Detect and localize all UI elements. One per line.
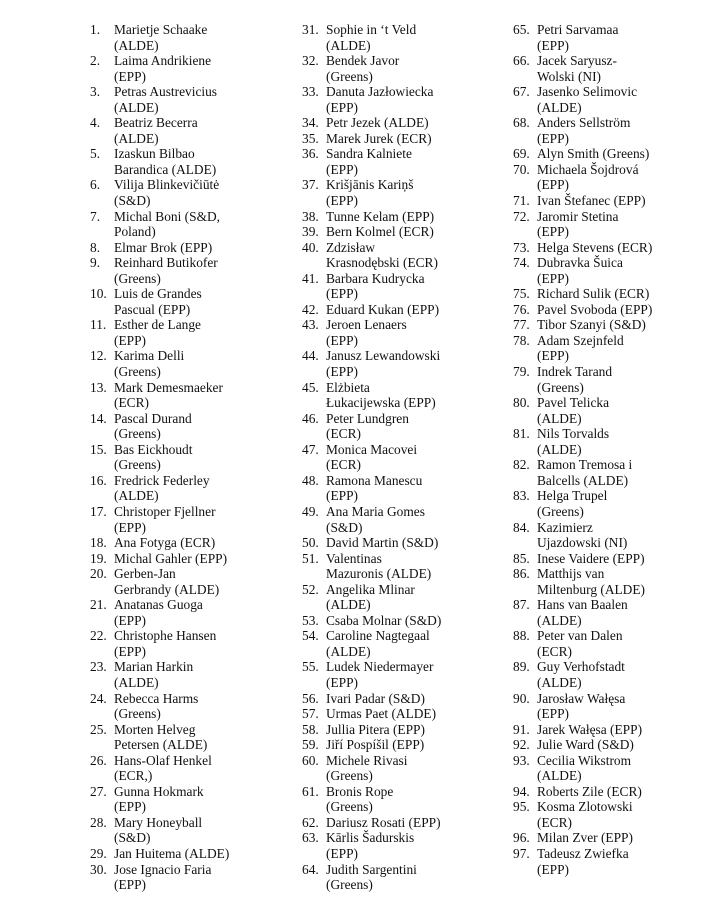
list-item	[90, 380, 290, 411]
list-item	[513, 286, 718, 302]
list-item	[513, 302, 718, 318]
item-number: 4.	[90, 115, 101, 131]
list-item	[302, 131, 507, 147]
item-number: 56.	[302, 690, 319, 706]
member-name: Fredrick Federley (ALDE)	[114, 472, 210, 504]
member-name: Mark Demesmaeker (ECR)	[114, 379, 223, 411]
member-name: Petri Sarvamaa (EPP)	[537, 22, 619, 53]
list-item	[513, 520, 718, 551]
member-name: Tunne Kelam (EPP)	[326, 208, 435, 224]
member-name: Mary Honeyball (S&D)	[114, 814, 203, 846]
list-item	[302, 551, 507, 582]
item-number: 66.	[513, 53, 530, 69]
list-column-2	[302, 22, 507, 893]
list-item	[302, 302, 507, 318]
list-item	[302, 535, 507, 551]
list-item	[302, 146, 507, 177]
member-name: Jullia Pitera (EPP)	[326, 721, 425, 737]
list-item	[90, 442, 290, 473]
list-item	[513, 22, 718, 53]
member-name: Helga Trupel (Greens)	[537, 488, 608, 519]
list-item	[90, 240, 290, 256]
list-item	[513, 146, 718, 162]
member-name: Luis de Grandes Pascual (EPP)	[114, 286, 202, 317]
list-item	[513, 488, 718, 519]
list-item	[302, 177, 507, 208]
member-name: Hans van Baalen (ALDE)	[537, 597, 628, 628]
item-number: 6.	[90, 177, 101, 193]
list-item	[90, 846, 290, 862]
member-name: Michal Boni (S&D, Poland)	[114, 208, 221, 240]
list-item	[302, 115, 507, 131]
member-name: Marian Harkin (ALDE)	[114, 659, 194, 690]
item-number: 51.	[302, 550, 319, 566]
member-name: Roberts Zile (ECR)	[537, 783, 642, 799]
member-name: Gunna Hokmark (EPP)	[114, 783, 204, 815]
member-name: Jarek Wałęsa (EPP)	[537, 721, 643, 737]
item-number: 87.	[513, 597, 530, 613]
member-name: Richard Sulik (ECR)	[537, 286, 650, 302]
list-item	[513, 255, 718, 286]
list-item	[513, 209, 718, 240]
member-name: David Martin (S&D)	[326, 535, 439, 551]
item-number: 86.	[513, 566, 530, 582]
member-name: Caroline Nagtegaal (ALDE)	[326, 628, 430, 659]
item-number: 52.	[302, 581, 319, 597]
list-item	[90, 815, 290, 846]
list-item	[302, 380, 507, 411]
list-item	[302, 84, 507, 115]
member-name: Adam Szejnfeld (EPP)	[537, 332, 624, 364]
member-name: Marek Jurek (ECR)	[326, 130, 432, 146]
item-number: 35.	[302, 130, 319, 146]
member-name: Urmas Paet (ALDE)	[326, 706, 437, 722]
list-item	[513, 240, 718, 256]
member-name: Ludek Niedermayer (EPP)	[326, 659, 434, 690]
member-name: Ana Fotyga (ECR)	[114, 535, 216, 551]
member-name: Inese Vaidere (EPP)	[537, 550, 645, 566]
item-number: 83.	[513, 488, 530, 504]
list-item	[90, 286, 290, 317]
item-number: 27.	[90, 783, 107, 799]
list-item	[90, 535, 290, 551]
member-name: Jasenko Selimovic (ALDE)	[537, 84, 638, 115]
list-item	[513, 395, 718, 426]
list-item	[90, 53, 290, 84]
item-number: 95.	[513, 799, 530, 815]
list-item	[302, 613, 507, 629]
member-name: Kazimierz Ujazdowski (NI)	[537, 519, 628, 551]
item-number: 57.	[302, 706, 319, 722]
list-item	[302, 706, 507, 722]
list-item	[90, 504, 290, 535]
list-item	[302, 659, 507, 690]
list-item	[513, 426, 718, 457]
item-number: 40.	[302, 239, 319, 255]
member-name: Danuta Jazłowiecka (EPP)	[326, 84, 434, 115]
list-item	[302, 224, 507, 240]
list-item	[302, 737, 507, 753]
member-name: Karima Delli (Greens)	[114, 348, 185, 380]
list-item	[513, 53, 718, 84]
item-number: 1.	[90, 22, 101, 37]
member-name: Bern Kolmel (ECR)	[326, 224, 434, 240]
member-name: Jarosław Wałęsa (EPP)	[537, 690, 626, 722]
member-name: Tadeusz Zwiefka (EPP)	[537, 845, 629, 877]
member-name: Pascal Durand (Greens)	[114, 410, 192, 442]
list-item	[90, 659, 290, 690]
item-number: 88.	[513, 628, 530, 644]
member-name: Pavel Svoboda (EPP)	[537, 301, 653, 317]
item-number: 25.	[90, 721, 107, 737]
list-item	[90, 753, 290, 784]
list-item	[90, 177, 290, 208]
member-name: Hans-Olaf Henkel (ECR,)	[114, 752, 212, 784]
item-number: 53.	[302, 612, 319, 628]
item-number: 82.	[513, 457, 530, 473]
member-name: Angelika Mlinar (ALDE)	[326, 581, 415, 613]
member-name: Peter Lundgren (ECR)	[326, 410, 409, 442]
member-name: Petras Austrevicius (ALDE)	[114, 84, 218, 115]
item-number: 96.	[513, 830, 530, 846]
item-number: 60.	[302, 752, 319, 768]
member-name: Anders Sellström (EPP)	[537, 115, 631, 146]
member-name: Ivari Padar (S&D)	[326, 690, 425, 706]
item-number: 7.	[90, 208, 101, 224]
item-number: 80.	[513, 395, 530, 411]
item-number: 73.	[513, 239, 530, 255]
item-number: 63.	[302, 830, 319, 846]
item-number: 58.	[302, 721, 319, 737]
member-name: Krišjānis Kariņš (EPP)	[326, 177, 414, 209]
item-number: 11.	[90, 317, 107, 333]
member-name: Janusz Lewandowski (EPP)	[326, 348, 441, 380]
list-item	[90, 862, 290, 893]
item-number: 20.	[90, 566, 107, 582]
member-name: Cecilia Wikstrom (ALDE)	[537, 752, 632, 784]
member-name: Reinhard Butikofer (Greens)	[114, 255, 218, 286]
member-name: Dubravka Šuica (EPP)	[537, 255, 623, 286]
member-name: Esther de Lange (EPP)	[114, 317, 201, 348]
item-number: 24.	[90, 690, 107, 706]
list-item	[90, 209, 290, 240]
item-number: 62.	[302, 814, 319, 830]
member-name: Sophie in ‘t Veld (ALDE)	[326, 22, 417, 53]
item-number: 50.	[302, 535, 319, 551]
item-number: 29.	[90, 845, 107, 861]
item-number: 45.	[302, 379, 319, 395]
item-number: 12.	[90, 348, 107, 364]
list-item	[90, 22, 290, 53]
member-name: Anatanas Guoga (EPP)	[114, 597, 203, 628]
list-item	[90, 551, 290, 567]
item-number: 22.	[90, 628, 107, 644]
member-name: Tibor Szanyi (S&D)	[537, 317, 646, 333]
list-item	[90, 628, 290, 659]
member-name: Christophe Hansen (EPP)	[114, 628, 217, 659]
item-number: 81.	[513, 426, 530, 442]
list-item	[513, 737, 718, 753]
item-number: 93.	[513, 752, 530, 768]
list-item	[302, 830, 507, 861]
list-item	[90, 597, 290, 628]
item-number: 19.	[90, 550, 107, 566]
list-item	[513, 691, 718, 722]
item-number: 64.	[302, 861, 319, 877]
item-number: 21.	[90, 597, 107, 613]
member-name: Elmar Brok (EPP)	[114, 239, 213, 255]
member-name: Jeroen Lenaers (EPP)	[326, 317, 407, 348]
member-name: Christoper Fjellner (EPP)	[114, 503, 216, 535]
member-name: Barbara Kudrycka (EPP)	[326, 270, 425, 302]
list-item	[513, 597, 718, 628]
member-name: Elżbieta Łukacijewska (EPP)	[326, 379, 436, 411]
item-number: 65.	[513, 22, 530, 37]
member-name: Morten Helveg Petersen (ALDE)	[114, 721, 208, 753]
list-item	[302, 442, 507, 473]
item-number: 47.	[302, 441, 319, 457]
list-item	[90, 473, 290, 504]
member-name: Laima Andrikiene (EPP)	[114, 53, 212, 84]
member-name: Monica Macovei (ECR)	[326, 441, 418, 473]
item-number: 59.	[302, 737, 319, 753]
list-item	[90, 784, 290, 815]
item-number: 32.	[302, 53, 319, 69]
member-name: Bas Eickhoudt (Greens)	[114, 441, 193, 473]
item-number: 54.	[302, 628, 319, 644]
item-number: 15.	[90, 441, 107, 457]
list-item	[90, 317, 290, 348]
item-number: 77.	[513, 317, 530, 333]
member-name: Kārlis Šadurskis (EPP)	[326, 830, 415, 861]
list-item	[302, 504, 507, 535]
item-number: 75.	[513, 286, 530, 302]
item-number: 92.	[513, 737, 530, 753]
item-number: 3.	[90, 84, 101, 100]
list-column-1	[90, 22, 290, 893]
member-name: Ivan Štefanec (EPP)	[537, 193, 646, 209]
member-name: Judith Sargentini (Greens)	[326, 861, 417, 893]
member-name: Milan Zver (EPP)	[537, 830, 633, 846]
list-item	[513, 753, 718, 784]
member-name: Valentinas Mazuronis (ALDE)	[326, 550, 432, 582]
item-number: 42.	[302, 301, 319, 317]
item-number: 79.	[513, 364, 530, 380]
item-number: 84.	[513, 519, 530, 535]
item-number: 44.	[302, 348, 319, 364]
item-number: 26.	[90, 752, 107, 768]
member-name: Ramon Tremosa i Balcells (ALDE)	[537, 457, 633, 488]
member-name: Gerben-Jan Gerbrandy (ALDE)	[114, 566, 220, 597]
item-number: 49.	[302, 503, 319, 519]
list-item	[513, 162, 718, 193]
item-number: 37.	[302, 177, 319, 193]
list-item	[90, 146, 290, 177]
list-item	[90, 115, 290, 146]
item-number: 48.	[302, 472, 319, 488]
item-number: 91.	[513, 721, 530, 737]
list-item	[302, 862, 507, 893]
item-number: 30.	[90, 861, 107, 877]
member-name: Matthijs van Miltenburg (ALDE)	[537, 566, 645, 597]
member-name: Bendek Javor (Greens)	[326, 53, 400, 84]
item-number: 71.	[513, 193, 530, 209]
member-name: Michaela Šojdrová (EPP)	[537, 161, 639, 193]
list-item	[513, 846, 718, 877]
member-name: Jose Ignacio Faria (EPP)	[114, 861, 212, 893]
item-number: 68.	[513, 115, 530, 131]
member-name: Dariusz Rosati (EPP)	[326, 814, 441, 830]
list-item	[513, 115, 718, 146]
item-number: 70.	[513, 161, 530, 177]
member-name: Julie Ward (S&D)	[537, 737, 634, 753]
item-number: 39.	[302, 224, 319, 240]
member-name: Marietje Schaake (ALDE)	[114, 22, 208, 53]
member-name: Michele Rivasi (Greens)	[326, 752, 408, 784]
item-number: 43.	[302, 317, 319, 333]
member-name: Jan Huitema (ALDE)	[114, 845, 230, 861]
item-number: 8.	[90, 239, 101, 255]
list-item	[302, 271, 507, 302]
member-name: Nils Torvalds (ALDE)	[537, 426, 610, 457]
item-number: 46.	[302, 410, 319, 426]
member-name: Ramona Manescu (EPP)	[326, 472, 423, 504]
item-number: 23.	[90, 659, 107, 675]
item-number: 76.	[513, 301, 530, 317]
list-item	[302, 582, 507, 613]
item-number: 2.	[90, 53, 101, 69]
list-item	[513, 830, 718, 846]
item-number: 38.	[302, 208, 319, 224]
list-item	[513, 659, 718, 690]
member-name: Izaskun Bilbao Barandica (ALDE)	[114, 146, 217, 177]
list-column-3	[513, 22, 718, 877]
member-name: Bronis Rope (Greens)	[326, 783, 394, 815]
item-number: 72.	[513, 208, 530, 224]
item-number: 31.	[302, 22, 319, 37]
item-number: 41.	[302, 270, 319, 286]
item-number: 36.	[302, 146, 319, 162]
member-name: Beatriz Becerra (ALDE)	[114, 115, 198, 146]
list-item	[513, 333, 718, 364]
list-item	[90, 84, 290, 115]
list-item	[302, 691, 507, 707]
member-name: Helga Stevens (ECR)	[537, 239, 653, 255]
list-item	[513, 722, 718, 738]
item-number: 16.	[90, 472, 107, 488]
item-number: 74.	[513, 255, 530, 271]
list-item	[302, 753, 507, 784]
list-item	[90, 566, 290, 597]
member-name: Peter van Dalen (ECR)	[537, 628, 623, 659]
list-item	[302, 317, 507, 348]
item-number: 78.	[513, 332, 530, 348]
member-name: Guy Verhofstadt (ALDE)	[537, 659, 625, 690]
member-name: Vilija Blinkevičiūtė (S&D)	[114, 177, 220, 209]
item-number: 97.	[513, 845, 530, 861]
list-item	[513, 628, 718, 659]
item-number: 90.	[513, 690, 530, 706]
list-item	[302, 209, 507, 225]
member-name: Pavel Telicka (ALDE)	[537, 395, 610, 426]
list-item	[513, 551, 718, 567]
member-name: Indrek Tarand (Greens)	[537, 364, 613, 395]
item-number: 55.	[302, 659, 319, 675]
member-name: Jacek Saryusz- Wolski (NI)	[537, 53, 617, 84]
item-number: 33.	[302, 84, 319, 100]
member-name: Jiří Pospíšil (EPP)	[326, 737, 425, 753]
member-name: Ana Maria Gomes (S&D)	[326, 503, 425, 535]
item-number: 69.	[513, 146, 530, 162]
item-number: 14.	[90, 410, 107, 426]
list-item	[302, 53, 507, 84]
list-item	[90, 722, 290, 753]
item-number: 18.	[90, 535, 107, 551]
list-item	[513, 364, 718, 395]
member-name: Rebecca Harms (Greens)	[114, 690, 199, 722]
list-item	[513, 566, 718, 597]
list-item	[302, 22, 507, 53]
list-item	[302, 348, 507, 379]
member-name: Jaromir Stetina (EPP)	[537, 208, 619, 240]
member-name: Csaba Molnar (S&D)	[326, 612, 442, 628]
list-item	[513, 799, 718, 830]
list-item	[513, 193, 718, 209]
item-number: 85.	[513, 550, 530, 566]
item-number: 89.	[513, 659, 530, 675]
list-item	[513, 784, 718, 800]
list-item	[90, 255, 290, 286]
item-number: 13.	[90, 379, 107, 395]
list-item	[90, 411, 290, 442]
member-name: Sandra Kalniete (EPP)	[326, 146, 412, 177]
member-name: Michal Gahler (EPP)	[114, 550, 228, 566]
item-number: 34.	[302, 115, 319, 131]
list-item	[302, 784, 507, 815]
list-item	[513, 457, 718, 488]
member-name: Petr Jezek (ALDE)	[326, 115, 429, 131]
member-name: Zdzisław Krasnodębski (ECR)	[326, 239, 438, 271]
list-item	[90, 691, 290, 722]
item-number: 9.	[90, 255, 101, 271]
list-item	[302, 628, 507, 659]
list-item	[302, 411, 507, 442]
member-name: Eduard Kukan (EPP)	[326, 301, 440, 317]
list-item	[90, 348, 290, 379]
list-item	[302, 473, 507, 504]
item-number: 67.	[513, 84, 530, 100]
item-number: 10.	[90, 286, 107, 302]
item-number: 61.	[302, 783, 319, 799]
list-item	[513, 317, 718, 333]
item-number: 5.	[90, 146, 101, 162]
list-item	[302, 722, 507, 738]
list-item	[513, 84, 718, 115]
item-number: 28.	[90, 814, 107, 830]
item-number: 94.	[513, 783, 530, 799]
list-item	[302, 240, 507, 271]
item-number: 17.	[90, 503, 107, 519]
member-name: Kosma Zlotowski (ECR)	[537, 799, 633, 830]
member-name: Alyn Smith (Greens)	[537, 146, 650, 162]
list-item	[302, 815, 507, 831]
